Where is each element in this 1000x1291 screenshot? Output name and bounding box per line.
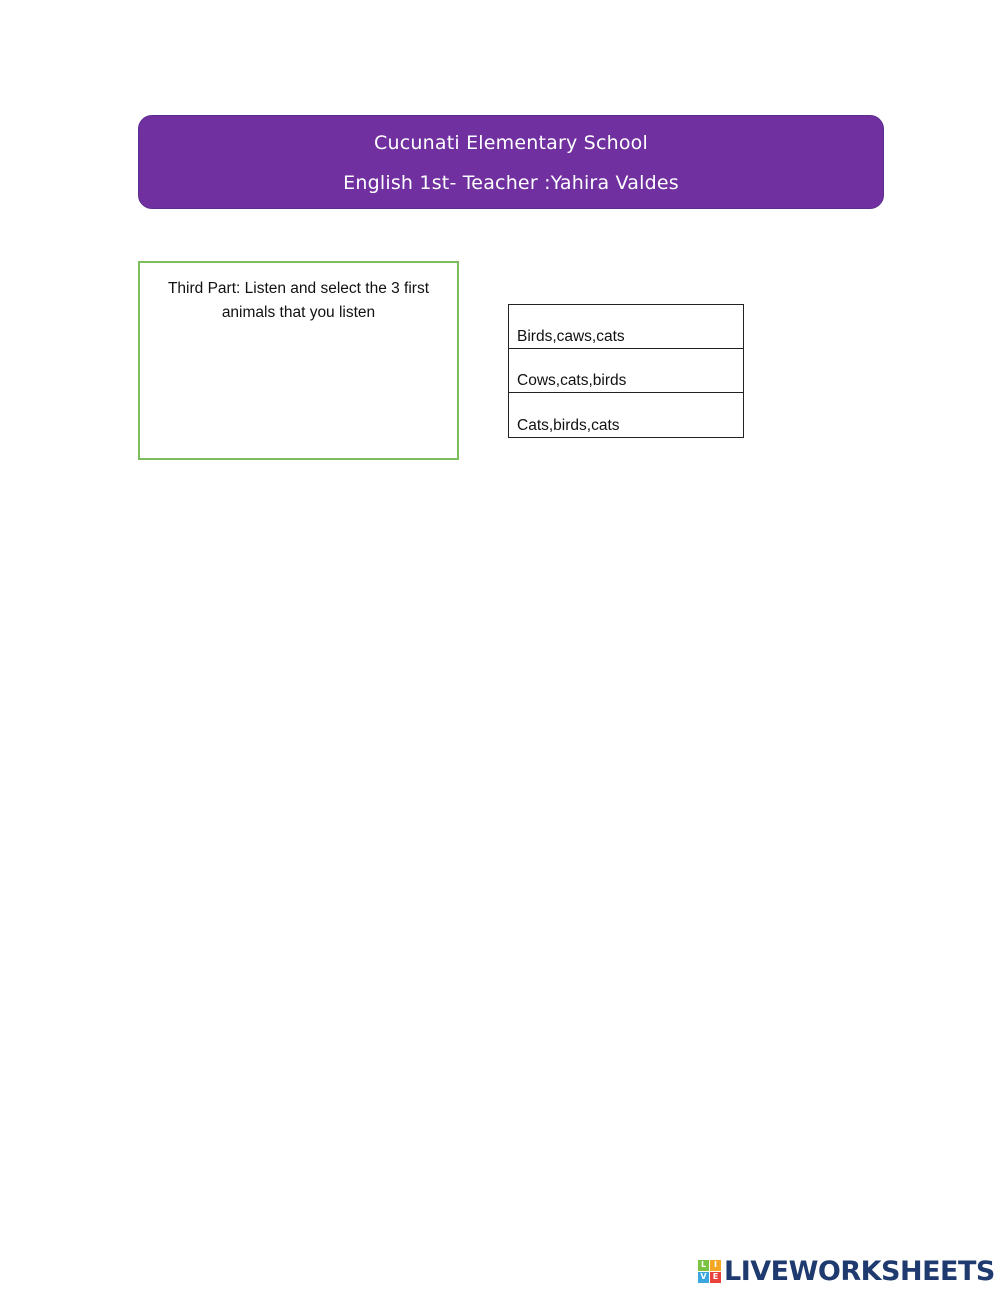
logo-block-v: V [698, 1272, 709, 1283]
answer-option-2[interactable] [509, 349, 743, 393]
instruction-text: Third Part: Listen and select the 3 first animals that you listen [167, 280, 430, 321]
answer-option-1[interactable] [509, 305, 743, 349]
school-name: Cucunati Elementary School [374, 132, 648, 154]
answer-option-label: Cats,birds,cats [517, 417, 620, 434]
logo-block-e: E [710, 1272, 721, 1283]
answer-option-label: Birds,caws,cats [517, 328, 625, 345]
logo-blocks-icon [698, 1260, 721, 1283]
class-teacher-line: English 1st- Teacher :Yahira Valdes [343, 172, 679, 194]
liveworksheets-logo [698, 1256, 995, 1286]
answer-option-3[interactable] [509, 393, 743, 437]
logo-block-l: L [698, 1260, 709, 1271]
header-banner [138, 115, 884, 209]
answer-option-label: Cows,cats,birds [517, 372, 627, 389]
answer-options-table [508, 304, 744, 438]
logo-text: LIVEWORKSHEETS [724, 1255, 995, 1287]
instruction-box [138, 261, 459, 460]
logo-block-i: I [710, 1260, 721, 1271]
